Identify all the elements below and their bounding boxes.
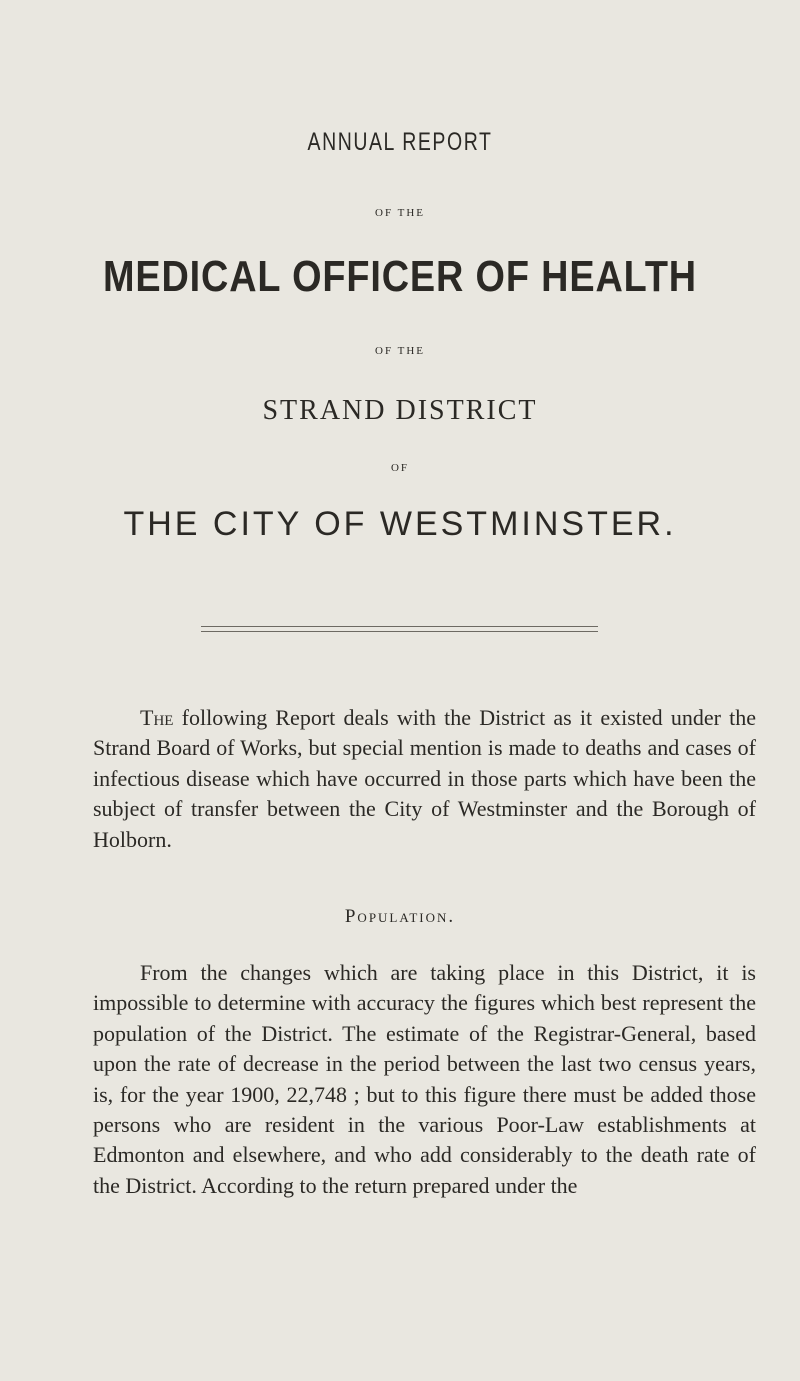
title-connector-of-the-2: OF THE <box>375 345 425 357</box>
title-strand-district: STRAND DISTRICT <box>262 395 538 426</box>
divider-rule-top <box>201 626 598 627</box>
title-annual-report: ANNUAL REPORT <box>307 128 493 156</box>
intro-lead-word: The <box>140 705 174 730</box>
section-heading-population: Population. <box>344 906 456 927</box>
intro-text: following Report deals with the District as it existed under the Strand Board of Works, but special mention is made to deaths and cases of infectious disease which have occurred in those parts which have been the subject of transfer between the City of Westminster and the Borough of Holborn. <box>93 705 757 852</box>
divider-rule-bottom <box>201 631 598 632</box>
intro-paragraph <box>93 703 756 855</box>
title-connector-of: OF <box>390 462 410 474</box>
population-paragraph: From the changes which are taking place in this District, it is impossible to determine with accuracy the figures which best represent the population of the District. The estimate of the Registrar-General, based upon the rate of decrease in the period between the last two census years, is, for the year 1900, 22,748 ; but to this figure there must be added those persons who are resident in the various Poor-Law establishments at Edmonton and elsewhere, and who add considerably to the death rate of the District. According to the return prepared under the <box>93 960 756 1198</box>
title-city-of-westminster: THE CITY OF WESTMINSTER. <box>123 505 677 543</box>
title-medical-officer: MEDICAL OFFICER OF HEALTH <box>103 252 697 301</box>
title-connector-of-the-1: OF THE <box>375 207 425 219</box>
